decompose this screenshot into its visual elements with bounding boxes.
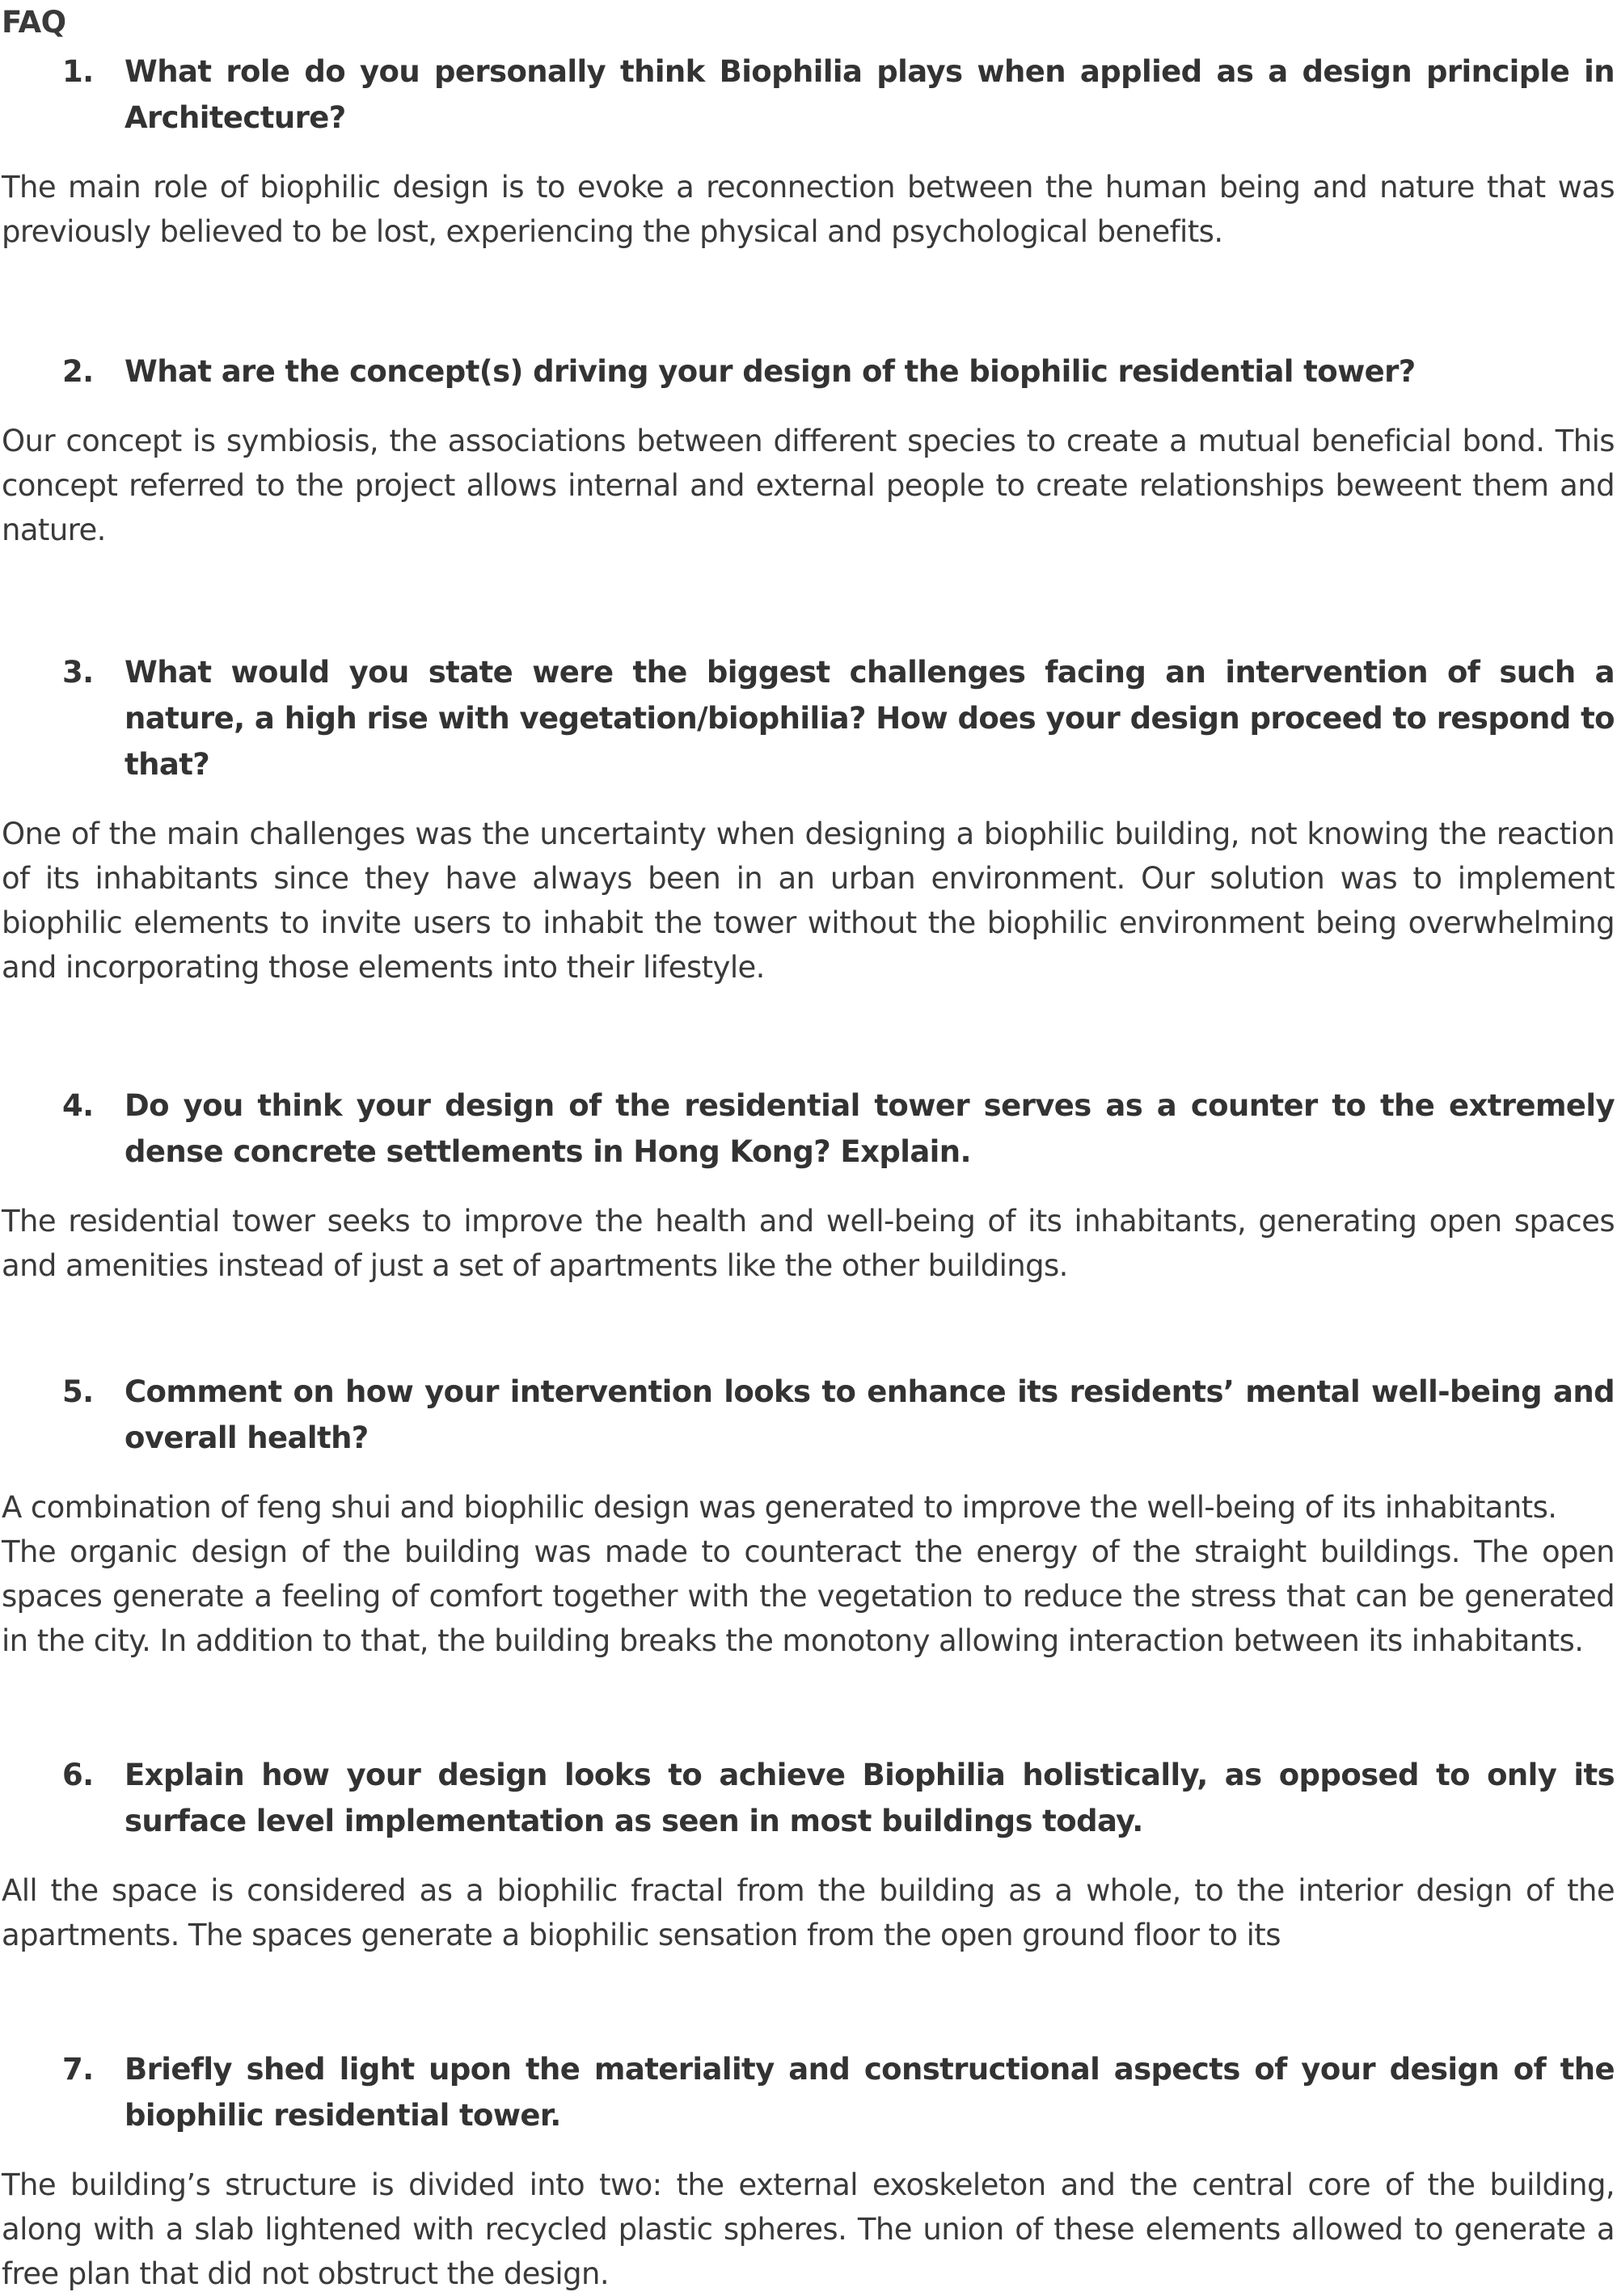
- answer: [2, 812, 1615, 990]
- question-number: 2.: [62, 354, 94, 389]
- faq-item-1: [2, 49, 1615, 254]
- faq-item-4: [2, 1083, 1615, 1288]
- answer: [2, 165, 1615, 254]
- question-number: 4.: [62, 1088, 94, 1123]
- answer-paragraph: The main role of biophilic design is to evoke a reconnection between the human being and nature that was previously believed to be lost, experiencing the physical and psychological benefits.: [2, 170, 1615, 249]
- question-text: What would you state were the biggest challenges facing an intervention of such a nature, a high rise with vegetation/biophilia? How does your design proceed to respond to that?: [125, 655, 1615, 782]
- answer: [2, 1199, 1615, 1288]
- question-number: 3.: [62, 655, 94, 690]
- question: [2, 348, 1615, 395]
- question: [2, 1369, 1615, 1461]
- question-text: Briefly shed light upon the materiality and constructional aspects of your design of the biophilic residential tower.: [125, 2052, 1615, 2133]
- question-text: Explain how your design looks to achieve Biophilia holistically, as opposed to only its surface level implementation as seen in most buildings today.: [125, 1758, 1615, 1838]
- answer-paragraph: The residential tower seeks to improve the health and well-being of its inhabitants, generating open spaces and amenities instead of just a set of apartments like the other buildings.: [2, 1204, 1615, 1283]
- answer: [2, 1485, 1615, 1663]
- question-text: What role do you personally think Biophilia plays when applied as a design principle in Architecture?: [125, 54, 1615, 135]
- question-number: 6.: [62, 1758, 94, 1792]
- faq-title: FAQ: [2, 5, 66, 40]
- faq-item-2: [2, 348, 1615, 552]
- question-number: 1.: [62, 54, 94, 89]
- answer: [2, 2163, 1615, 2296]
- answer-paragraph: The organic design of the building was made to counteract the energy of the straight buildings. The open spaces generate a feeling of comfort together with the vegetation to reduce the stress that can be generated in the city. In addition to that, the building breaks the monotony allowing interaction between its inhabitants.: [2, 1534, 1615, 1658]
- faq-item-5: [2, 1369, 1615, 1663]
- answer-paragraph: Our concept is symbiosis, the associations between different species to create a mutual beneficial bond. This concept referred to the project allows internal and external people to create relationships beweent them and nature.: [2, 424, 1615, 547]
- answer: [2, 1868, 1615, 1957]
- question-text: What are the concept(s) driving your design of the biophilic residential tower?: [125, 354, 1416, 389]
- answer-paragraph: All the space is considered as a biophilic fractal from the building as a whole, to the interior design of the apartments. The spaces generate a biophilic sensation from the open ground floor to its: [2, 1873, 1615, 1952]
- question-text: Comment on how your intervention looks to enhance its residents’ mental well-being and overall health?: [125, 1374, 1615, 1455]
- question: [2, 49, 1615, 141]
- question: [2, 1083, 1615, 1175]
- question-number: 7.: [62, 2052, 94, 2087]
- faq-document: [0, 3, 1615, 2296]
- faq-item-7: [2, 2046, 1615, 2296]
- question-number: 5.: [62, 1374, 94, 1409]
- question-text: Do you think your design of the residential tower serves as a counter to the extremely dense concrete settlements in Hong Kong? Explain.: [125, 1088, 1615, 1169]
- question: [2, 649, 1615, 787]
- answer-paragraph: One of the main challenges was the uncertainty when designing a biophilic building, not knowing the reaction of its inhabitants since they have always been in an urban environment. Our solution was to implement biophilic elements to invite users to inhabit the tower without the biophilic environment being overwhelming and incorporating those elements into their lifestyle.: [2, 817, 1615, 985]
- answer-paragraph: The building’s structure is divided into two: the external exoskeleton and the central core of the building, along with a slab lightened with recycled plastic spheres. The union of these elements allowed to generate a free plan that did not obstruct the design.: [2, 2167, 1615, 2291]
- faq-item-6: [2, 1752, 1615, 1957]
- question: [2, 2046, 1615, 2138]
- faq-item-3: [2, 649, 1615, 990]
- answer: [2, 419, 1615, 552]
- question: [2, 1752, 1615, 1844]
- answer-paragraph: A combination of feng shui and biophilic design was generated to improve the well-being of its inhabitants.: [2, 1490, 1557, 1525]
